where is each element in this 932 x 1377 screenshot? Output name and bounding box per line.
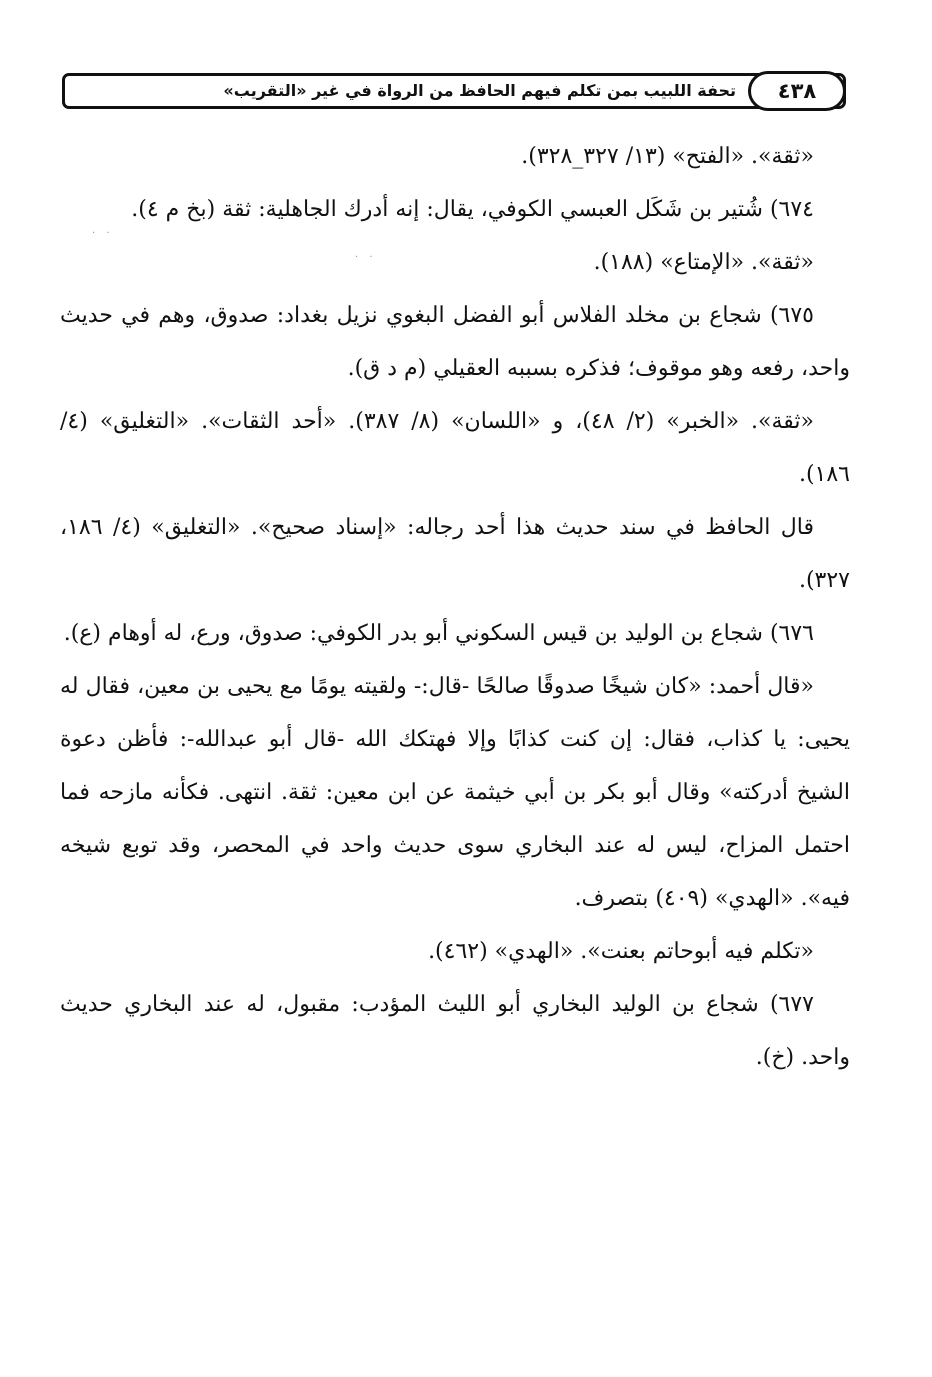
paragraph: قال الحافظ في سند حديث هذا أحد رجاله: «إسناد صحيح». «التغليق» (٤/ ١٨٦، ٣٢٧).	[60, 515, 850, 593]
scan-speckles: · ·	[92, 228, 114, 239]
running-title: تحفة اللبيب بمن تكلم فيهم الحافظ من الرواة في غير «التقريب»	[223, 81, 736, 100]
entry-676: ٦٧٦) شجاع بن الوليد بن قيس السكوني أبو بدر الكوفي: صدوق، ورع، له أوهام (ع).	[63, 621, 814, 646]
entry-677: ٦٧٧) شجاع بن الوليد البخاري أبو الليث المؤدب: مقبول، له عند البخاري حديث واحد. (خ).	[60, 992, 850, 1070]
page-number: ٤٣٨	[777, 79, 817, 103]
paragraph: «ثقة». «الخبر» (٢/ ٤٨)، و «اللسان» (٨/ ٣٨٧). «أحد الثقات». «التغليق» (٤/ ١٨٦).	[60, 409, 850, 487]
paragraph: «ثقة». «الفتح» (١٣/ ٣٢٧_٣٢٨).	[521, 144, 814, 169]
scan-speckles: · ·	[355, 252, 377, 263]
main-text	[60, 130, 850, 1084]
entry-675: ٦٧٥) شجاع بن مخلد الفلاس أبو الفضل البغوي نزيل بغداد: صدوق، وهم في حديث واحد، رفعه وهو موقوف؛ فذكره بسببه العقيلي (م د ق).	[60, 303, 850, 381]
paragraph: «قال أحمد: «كان شيخًا صدوقًا صالحًا -قال:- ولقيته يومًا مع يحيى بن معين، فقال له يحيى: يا كذاب، فقال: إن كنت كذابًا وإلا فهتكك الله -قال أبو عبدالله-: فأظن دعوة الشيخ أدركته» وقال أبو بكر بن أبي خيثمة عن ابن معين: ثقة. انتهى. فكأنه مازحه فما احتمل المزاح، ليس له عند البخاري سوى حديث واحد في المحصر، وقد توبع شيخه فيه». «الهدي» (٤٠٩) بتصرف.	[60, 674, 851, 911]
paragraph: «تكلم فيه أبوحاتم بعنت». «الهدي» (٤٦٢).	[428, 939, 814, 964]
page-number-badge	[748, 71, 846, 111]
paragraph: «ثقة». «الإمتاع» (١٨٨).	[593, 250, 814, 275]
entry-674: ٦٧٤) شُتير بن شَكَل العبسي الكوفي، يقال: إنه أدرك الجاهلية: ثقة (بخ م ٤).	[131, 197, 814, 222]
